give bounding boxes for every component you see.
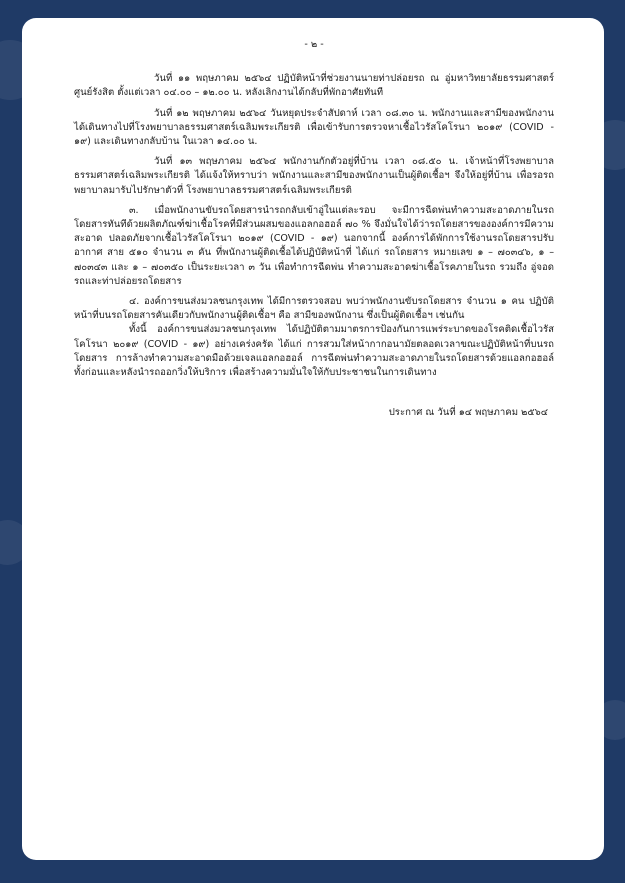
paragraph-may-12: วันที่ ๑๒ พฤษภาคม ๒๕๖๔ วันหยุดประจำสัปดาห์ เวลา ๐๘.๓๐ น. พนักงานและสามีของพนักงาน ได้เดินทางไปที่โรงพยาบาลธรรมศาสตร์เฉลิมพระเกียรติ เพื่อเข้ารับการตรวจหาเชื้อไวรัสโคโรนา ๒๐๑๙ (COVID - ๑๙) และเดินทางกลับบ้าน ในเวลา ๑๔.๐๐ น. xyxy=(74,107,554,148)
document-page xyxy=(22,18,604,860)
paragraph-may-13: วันที่ ๑๓ พฤษภาคม ๒๕๖๔ พนักงานกักตัวอยู่ที่บ้าน เวลา ๐๘.๕๐ น. เจ้าหน้าที่โรงพยาบาลธรรมศาสตร์เฉลิมพระเกียรติ ได้แจ้งให้ทราบว่า พนักงานและสามีของพนักงานเป็นผู้ติดเชื้อฯ จึงให้อยู่ที่บ้าน เพื่อรอรถพยาบาลมารับไปรักษาตัวที่ โรงพยาบาลธรรมศาสตร์เฉลิมพระเกียรติ xyxy=(74,156,554,196)
paragraph-conclusion: ทั้งนี้ องค์การขนส่งมวลชนกรุงเทพ ได้ปฏิบัติตามมาตรการป้องกันการแพร่ระบาดของโรคติดเชื้อไวรัสโคโรนา ๒๐๑๙ (COVID - ๑๙) อย่างเคร่งครัด ได้แก่ การสวมใส่หน้ากากอนามัยตลอดเวลาขณะปฏิบัติหน้าที่บนรถโดยสาร การล้างทำความสะอาดมือด้วยเจลแอลกอฮอล์ การฉีดพ่นทำความสะอาดภายในรถโดยสารด้วยแอลกอฮอล์ ทั้งก่อนและหลังนำรถออกวิ่งให้บริการ เพื่อสร้างความมั่นใจให้กับประชาชนในการเดินทาง xyxy=(74,324,554,379)
paragraph-item-3: ๓. เมื่อพนักงานขับรถโดยสารนำรถกลับเข้าอู่ในแต่ละรอบ จะมีการฉีดพ่นทำความสะอาดภายในรถโดยสารทันทีด้วยผลิตภัณฑ์ฆ่าเชื้อโรคที่มีส่วนผสมของแอลกอฮอล์ ๗๐ % จึงมั่นใจได้ว่ารถโดยสารขององค์การมีความสะอาด ปลอดภัยจากเชื้อไวรัสโคโรนา ๒๐๑๙ (COVID - ๑๙) นอกจากนี้ องค์การได้พักการใช้งานรถโดยสารปรับอากาศ สาย ๕๑๐ จำนวน ๓ คัน ที่พนักงานผู้ติดเชื้อได้ปฏิบัติหน้าที่ ได้แก่ รถโดยสาร หมายเลข ๑ – ๗๐๓๔๖, ๑ – ๗๐๓๔๓ และ ๑ – ๗๐๓๕๐ เป็นระยะเวลา ๓ วัน เพื่อทำการฉีดพ่น ทำความสะอาดฆ่าเชื้อโรคภายในรถ รวมถึง อู่จอดรถและท่าปล่อยรถโดยสาร xyxy=(74,204,554,287)
page-number: - ๒ - xyxy=(304,39,324,50)
document-body xyxy=(74,38,554,420)
paragraph-item-4: ๔. องค์การขนส่งมวลชนกรุงเทพ ได้มีการตรวจสอบ พบว่าพนักงานขับรถโดยสาร จำนวน ๑ คน ปฏิบัติหน้าที่บนรถโดยสารคันเดียวกับพนักงานผู้ติดเชื้อฯ คือ สามีของพนักงาน ซึ่งเป็นผู้ติดเชื้อฯ เช่นกัน xyxy=(74,296,554,322)
announcement-date: ประกาศ ณ วันที่ ๑๔ พฤษภาคม ๒๕๖๔ xyxy=(388,407,548,419)
paragraph-may-11: วันที่ ๑๑ พฤษภาคม ๒๕๖๔ ปฏิบัติหน้าที่ช่วยงานนายท่าปล่อยรถ ณ อู่มหาวิทยาลัยธรรมศาสตร์ ศูนย์รังสิต ตั้งแต่เวลา ๐๔.๐๐ – ๑๒.๐๐ น. หลังเลิกงานได้กลับที่พักอาศัยทันที xyxy=(74,73,554,99)
